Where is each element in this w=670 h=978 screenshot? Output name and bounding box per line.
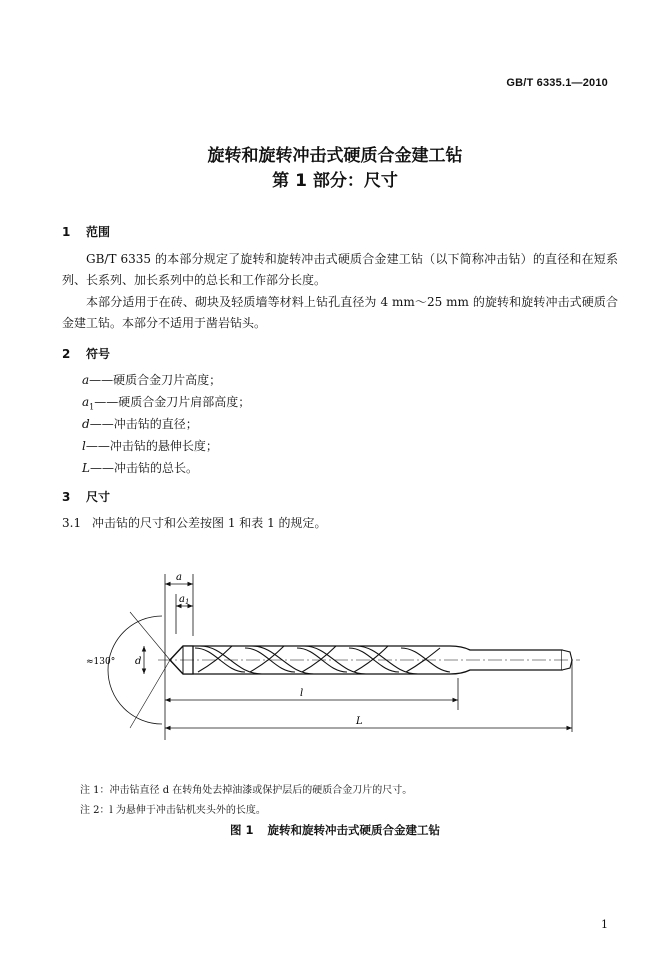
drill-figure bbox=[0, 560, 670, 755]
document-subtitle: 第 1 部分：尺寸 bbox=[272, 171, 398, 191]
symbol: a bbox=[82, 373, 90, 387]
symbol: a bbox=[82, 395, 90, 409]
section-title: 范围 bbox=[86, 225, 111, 239]
section-1-paragraph-1: GB/T 6335 的本部分规定了旋转和旋转冲击式硬质合金建工钻（以下简称冲击钻）的直径和在短系列、长系列、加长系列中的总长和工作部分长度。 bbox=[62, 252, 618, 287]
symbol: l bbox=[82, 439, 86, 453]
symbol-row bbox=[82, 371, 221, 388]
section-2-heading bbox=[62, 345, 110, 362]
section-number: 2 bbox=[62, 347, 71, 361]
symbol-row bbox=[82, 459, 198, 476]
figure-note-2: 注 2：l 为悬伸于冲击钻机夹头外的长度。 bbox=[80, 805, 266, 816]
symbol-subscript: 1 bbox=[89, 402, 95, 412]
symbol-description: ——冲击钻的直径； bbox=[89, 417, 198, 431]
symbol-description: ——冲击钻的总长。 bbox=[89, 461, 198, 475]
symbol: d bbox=[82, 417, 90, 431]
label-angle: ≈130° bbox=[86, 657, 116, 667]
section-1-heading bbox=[62, 223, 110, 240]
page-number: 1 bbox=[601, 918, 608, 931]
symbol-row bbox=[82, 393, 250, 411]
section-3-heading bbox=[62, 488, 110, 505]
symbol-description: ——冲击钻的悬伸长度； bbox=[85, 439, 218, 453]
symbol-description: ——硬质合金刀片肩部高度； bbox=[94, 395, 251, 409]
angle-leader bbox=[130, 660, 170, 728]
angle-arc bbox=[108, 616, 162, 724]
symbol-row bbox=[82, 415, 198, 432]
symbol-description: ——硬质合金刀片高度； bbox=[89, 373, 222, 387]
section-title: 尺寸 bbox=[86, 490, 111, 504]
section-number: 1 bbox=[62, 225, 71, 239]
figure-caption bbox=[0, 822, 670, 838]
label-l: l bbox=[300, 688, 304, 699]
figure-note-1: 注 1：冲击钻直径 d 在转角处去掉油漆或保护层后的硬质合金刀片的尺寸。 bbox=[80, 785, 413, 796]
figure-title: 旋转和旋转冲击式硬质合金建工钻 bbox=[267, 823, 440, 837]
document-title: 旋转和旋转冲击式硬质合金建工钻 bbox=[207, 146, 463, 166]
label-L: L bbox=[356, 716, 363, 727]
section-1-paragraph-2: 本部分适用于在砖、砌块及轻质墙等材料上钻孔直径为 4 mm～25 mm 的旋转和旋转冲击式硬质合金建工钻。本部分不适用于凿岩钻头。 bbox=[62, 295, 618, 330]
standard-number: GB/T 6335.1—2010 bbox=[506, 77, 608, 89]
section-title: 符号 bbox=[86, 347, 111, 361]
label-d: d bbox=[135, 656, 142, 667]
angle-leader bbox=[130, 612, 170, 660]
symbol-row bbox=[82, 437, 218, 454]
section-number: 3 bbox=[62, 490, 71, 504]
clause-3-1 bbox=[62, 514, 327, 531]
figure-number: 图 1 bbox=[229, 823, 254, 837]
label-a: a bbox=[176, 572, 182, 583]
label-a1: $a_1$ bbox=[179, 594, 190, 606]
clause-text: 冲击钻的尺寸和公差按图 1 和表 1 的规定。 bbox=[92, 516, 327, 530]
clause-number: 3.1 bbox=[62, 516, 82, 530]
symbol: L bbox=[82, 461, 90, 475]
